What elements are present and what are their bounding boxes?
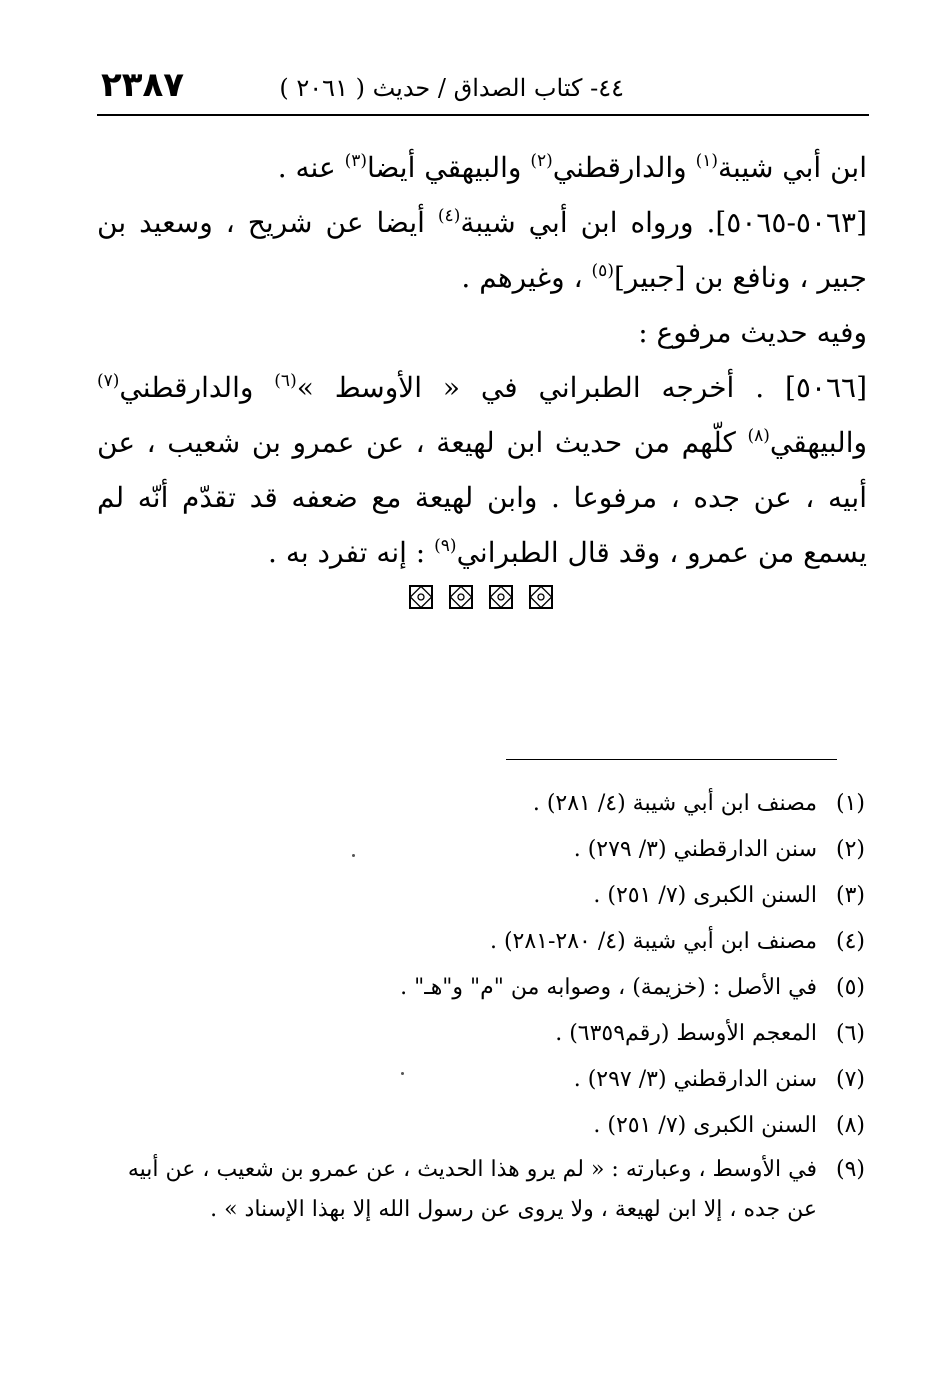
footnote-item bbox=[97, 1104, 865, 1150]
ornament-icon bbox=[448, 584, 474, 610]
text-run: والبيهقي bbox=[769, 426, 867, 459]
text-run: ، وغيرهم . bbox=[461, 261, 592, 294]
text-run: عنه . bbox=[277, 151, 345, 184]
scan-speck bbox=[352, 854, 355, 857]
scan-speck bbox=[401, 1072, 404, 1075]
body-paragraph bbox=[97, 140, 867, 195]
footnote-item bbox=[97, 920, 865, 966]
footnote-marker: (٧) bbox=[97, 371, 120, 391]
footnote-number: (٤) bbox=[835, 929, 865, 954]
ornament-icon bbox=[408, 584, 434, 610]
footnote-text: سنن الدارقطني (٣/ ٢٩٧) . bbox=[573, 1067, 817, 1092]
footnote-text: في الأصل : (خزيمة) ، وصوابه من "م" و"هـ" . bbox=[400, 975, 817, 1000]
footnote-marker: (٦) bbox=[274, 371, 297, 391]
footnote-text: المعجم الأوسط (رقم٦٣٥٩) . bbox=[555, 1021, 817, 1046]
main-text bbox=[97, 140, 867, 580]
body-paragraph bbox=[97, 195, 867, 305]
footnote-item bbox=[97, 966, 865, 1012]
footnote-text: السنن الكبرى (٧/ ٢٥١) . bbox=[593, 1113, 817, 1138]
text-run: والبيهقي أيضا bbox=[366, 151, 531, 184]
footnote-marker: (٤) bbox=[437, 206, 461, 226]
footnote-number: (٩) bbox=[835, 1157, 865, 1182]
ornament-icon bbox=[488, 584, 514, 610]
footnote-text: السنن الكبرى (٧/ ٢٥١) . bbox=[593, 883, 817, 908]
footnote-marker: (٣) bbox=[344, 151, 367, 171]
ornament-icon bbox=[528, 584, 554, 610]
page-number: ٢٣٨٧ bbox=[101, 65, 185, 105]
running-head: ٤٤- كتاب الصداق / حديث ( ٢٠٦١ ) bbox=[279, 74, 624, 102]
footnote-item bbox=[97, 1058, 865, 1104]
section-divider-ornaments bbox=[408, 584, 554, 614]
footnote-number: (٣) bbox=[835, 883, 865, 908]
footnote-separator bbox=[506, 759, 837, 760]
body-paragraph bbox=[97, 360, 867, 580]
footnote-marker: (٢) bbox=[530, 151, 553, 171]
page-header bbox=[97, 64, 869, 116]
text-run: والدارقطني bbox=[552, 151, 696, 184]
footnote-item bbox=[97, 1150, 865, 1230]
footnote-item bbox=[97, 1012, 865, 1058]
footnote-number: (٨) bbox=[835, 1113, 865, 1138]
text-run: ابن أبي شيبة bbox=[718, 151, 867, 184]
footnote-number: (١) bbox=[835, 791, 865, 816]
text-run: [٥٠٦٣-٥٠٦٥]. ورواه ابن أبي شيبة bbox=[460, 206, 868, 239]
text-run: [٥٠٦٦] . أخرجه الطبراني في « الأوسط » bbox=[296, 371, 867, 404]
footnote-item bbox=[97, 828, 865, 874]
footnote-marker: (٥) bbox=[591, 261, 614, 281]
footnote-number: (٥) bbox=[835, 975, 865, 1000]
footnote-text: مصنف ابن أبي شيبة (٤/ ٢٨٠-٢٨١) . bbox=[489, 929, 817, 954]
text-run: وفيه حديث مرفوع : bbox=[638, 316, 867, 349]
footnote-marker: (١) bbox=[695, 151, 719, 171]
footnote-item bbox=[97, 782, 865, 828]
footnote-number: (٧) bbox=[835, 1067, 865, 1092]
footnote-text: مصنف ابن أبي شيبة (٤/ ٢٨١) . bbox=[532, 791, 817, 816]
text-run: : إنه تفرد به . bbox=[268, 536, 435, 569]
text-run: أيضا عن شريح ، وسعيد بن جبير ، ونافع بن [جبير] bbox=[97, 206, 867, 294]
text-run: والدارقطني bbox=[119, 371, 275, 404]
footnotes-list bbox=[97, 782, 865, 1230]
footnote-number: (٦) bbox=[835, 1021, 865, 1046]
text-run: كلّهم من حديث ابن لهيعة ، عن عمرو بن شعيب ، عن أبيه ، عن جده ، مرفوعا . وابن لهيعة مع ضعفه قد تقدّم أنّه لم يسمع من عمرو ، وقد قال الطبراني bbox=[97, 426, 867, 569]
footnote-item bbox=[97, 874, 865, 920]
footnote-text: في الأوسط ، وعبارته : « لم يرو هذا الحديث ، عن عمرو بن شعيب ، عن أبيه عن جده ، إلا ابن لهيعة ، ولا يروى عن رسول الله إلا بهذا الإسناد » . bbox=[127, 1157, 817, 1222]
body-paragraph bbox=[97, 305, 867, 360]
footnote-marker: (٨) bbox=[747, 426, 770, 446]
footnote-marker: (٩) bbox=[434, 536, 457, 556]
footnote-number: (٢) bbox=[835, 837, 865, 862]
footnote-text: سنن الدارقطني (٣/ ٢٧٩) . bbox=[573, 837, 817, 862]
